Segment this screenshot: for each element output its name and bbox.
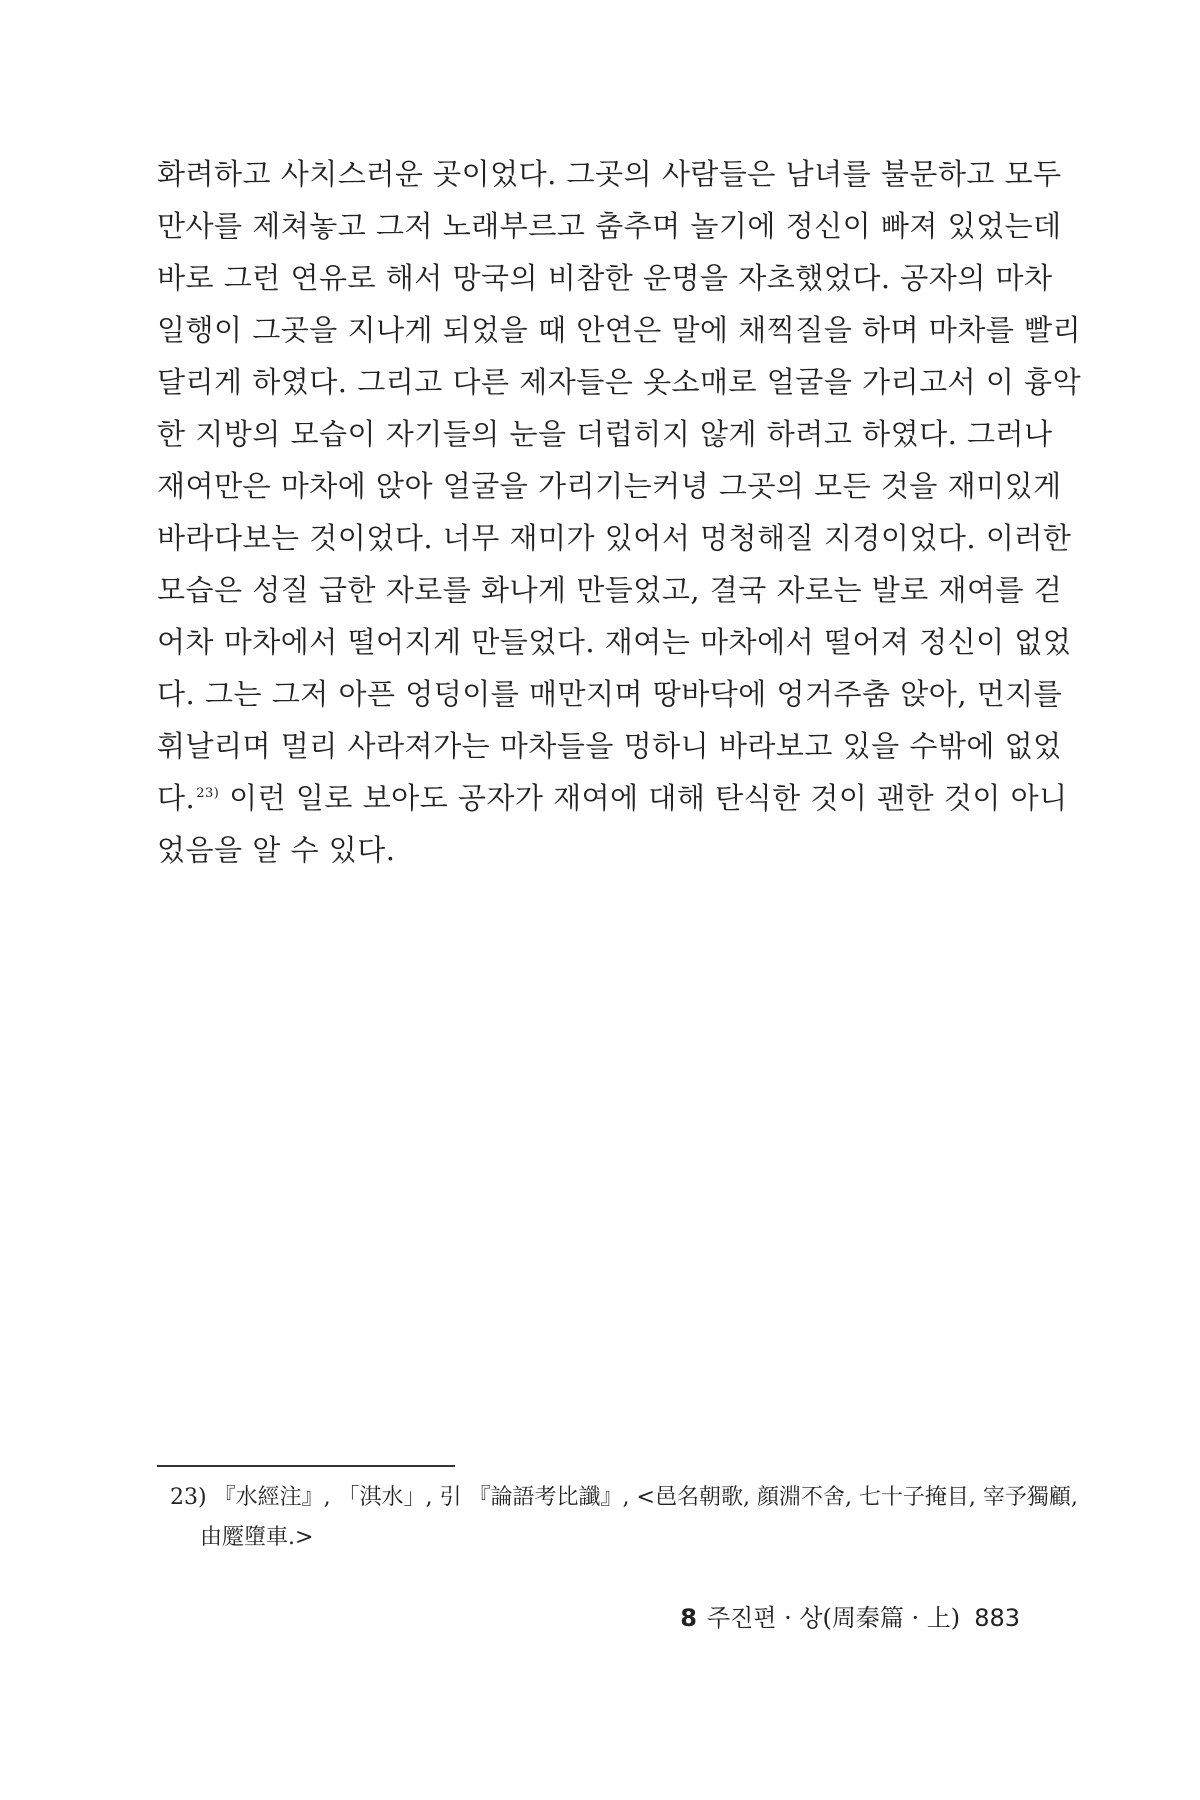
text-segment: 이런 일로 보아도 공자가 재여에 대해 탄식한 것이 괜한 것이 아니 <box>219 781 1068 815</box>
text-line: 바로 그런 연유로 해서 망국의 비참한 운명을 자초했었다. 공자의 마차 <box>157 261 1053 295</box>
body-text <box>157 148 1082 876</box>
text-line: 어차 마차에서 떨어지게 만들었다. 재여는 마차에서 떨어져 정신이 없었 <box>157 625 1072 659</box>
footnote-reference[interactable]: 23) <box>196 786 220 802</box>
chapter-title: 주진편 · 상(周秦篇 · 上) <box>706 1604 961 1632</box>
text-line: 휘날리며 멀리 사라져가는 마차들을 멍하니 바라보고 있을 수밖에 없었 <box>157 729 1062 763</box>
page-number: 883 <box>974 1604 1020 1632</box>
text-line: 일행이 그곳을 지나게 되었을 때 안연은 말에 채찍질을 하며 마차를 빨리 <box>157 313 1082 347</box>
text-line-with-footnote-ref <box>157 772 1068 824</box>
text-line: 재여만은 마차에 앉아 얼굴을 가리기는커녕 그곳의 모든 것을 재미있게 <box>157 469 1062 503</box>
footnote-line: 由蹷墮車.> <box>200 1525 314 1550</box>
text-line: 만사를 제쳐놓고 그저 노래부르고 춤추며 놀기에 정신이 빠져 있었는데 <box>157 209 1062 243</box>
footnote <box>170 1478 1078 1558</box>
text-line: 한 지방의 모습이 자기들의 눈을 더럽히지 않게 하려고 하였다. 그러나 <box>157 417 1053 451</box>
text-line: 다. 그는 그저 아픈 엉덩이를 매만지며 땅바닥에 엉거주춤 앉아, 먼지를 <box>157 677 1063 711</box>
text-line: 모습은 성질 급한 자로를 화나게 만들었고, 결국 자로는 발로 재여를 걷 <box>157 573 1063 607</box>
text-line: 바라다보는 것이었다. 너무 재미가 있어서 멍청해질 지경이었다. 이러한 <box>157 521 1072 555</box>
text-segment: 다. <box>157 781 196 815</box>
footnote-divider <box>157 1465 455 1467</box>
running-footer <box>680 1602 1020 1634</box>
footnote-line: 23) 『水經注』, 「淇水」, 引 『論語考比讖』, <邑名朝歌, 顔淵不舍, 七十子掩目, 宰予獨顧, <box>170 1485 1078 1510</box>
text-line: 었음을 알 수 있다. <box>157 833 396 867</box>
text-line: 달리게 하였다. 그리고 다른 제자들은 옷소매로 얼굴을 가리고서 이 흉악 <box>157 365 1082 399</box>
text-line: 화려하고 사치스러운 곳이었다. 그곳의 사람들은 남녀를 불문하고 모두 <box>157 157 1062 191</box>
chapter-number: 8 <box>680 1604 697 1632</box>
